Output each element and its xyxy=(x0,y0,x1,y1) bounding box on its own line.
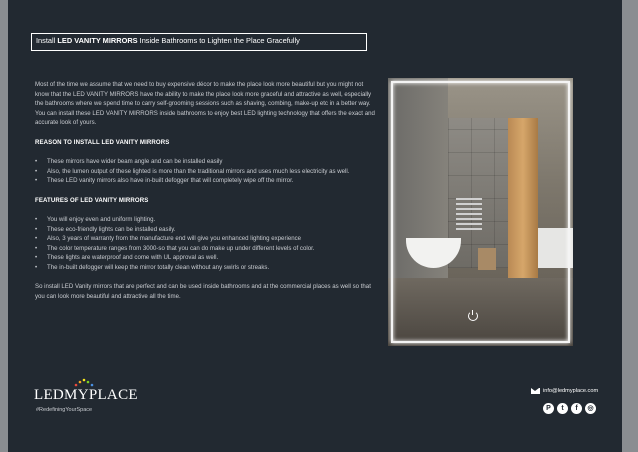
facebook-icon[interactable]: f xyxy=(571,403,582,414)
list-item: • The in-built defogger will keep the mirror totally clean without any swirls or streaks. xyxy=(35,263,379,273)
list-item: • Also, the lumen output of these lighted is more than the traditional mirrors and uses much less electricity as well. xyxy=(35,167,379,177)
title-bold: LED VANITY MIRRORS xyxy=(57,36,138,45)
twitter-icon[interactable]: t xyxy=(557,403,568,414)
list-item: • These LED vanity mirrors also have in-built defogger that will completely wipe off the mirror. xyxy=(35,176,379,186)
contact-email[interactable] xyxy=(531,388,598,394)
list-item: • These lights are waterproof and come with UL approval as well. xyxy=(35,253,379,263)
closing-paragraph: So install LED Vanity mirrors that are perfect and can be used inside bathrooms and at the commercial places as well so that you can look more beautiful and attractive all the time. xyxy=(35,283,371,300)
reasons-heading: REASON TO INSTALL LED VANITY MIRRORS xyxy=(35,138,170,146)
title-suffix: Inside Bathrooms to Lighten the Place Gracefully xyxy=(137,36,300,45)
tagline: #RedefiningYourSpace xyxy=(36,407,93,413)
brand-logo xyxy=(34,386,138,404)
list-item: • The color temperature ranges from 3000-so that you can do make up under different levels of color. xyxy=(35,244,379,254)
social-links xyxy=(543,403,596,414)
list-item: • Also, 3 years of warranty from the manufacture end will give you enhanced lighting experience xyxy=(35,234,379,244)
intro-paragraph: Most of the time we assume that we need to buy expensive décor to make the place look more beautiful but you might not know that the LED VANITY MIRRORS have the ability to make the place look more graceful and attractive as well, especially the bathrooms where we spend time to carry self-grooming sessions such as shaving, combing, make-up etc in a better way. You can install these LED VANITY MIRRORS inside bathrooms to enjoy best LED lighting technology that offers the exact and accurate look of yours. xyxy=(35,81,375,126)
power-icon xyxy=(468,311,478,321)
logo-dots-icon xyxy=(72,377,96,387)
email-link[interactable]: info@ledmyplace.com xyxy=(543,388,599,394)
page-title xyxy=(31,33,367,51)
features-heading: FEATURES OF LED VANITY MIRRORS xyxy=(35,196,149,204)
reasons-list xyxy=(35,157,379,186)
article-body xyxy=(35,80,379,301)
mirror-led-frame xyxy=(391,81,570,343)
led-mirror-bathroom-photo xyxy=(388,78,573,346)
left-margin-bar xyxy=(0,0,8,452)
instagram-icon[interactable]: ◎ xyxy=(585,403,596,414)
mail-icon xyxy=(531,388,540,394)
right-margin-bar xyxy=(622,0,638,452)
list-item: • These eco-friendly lights can be installed easily. xyxy=(35,225,379,235)
list-item: • These mirrors have wider beam angle and can be installed easily xyxy=(35,157,379,167)
title-prefix: Install xyxy=(36,36,58,45)
list-item: • You will enjoy even and uniform lighting. xyxy=(35,215,379,225)
logo-text: LEDMYPLACE xyxy=(34,387,138,403)
features-list xyxy=(35,215,379,272)
pinterest-icon[interactable]: P xyxy=(543,403,554,414)
